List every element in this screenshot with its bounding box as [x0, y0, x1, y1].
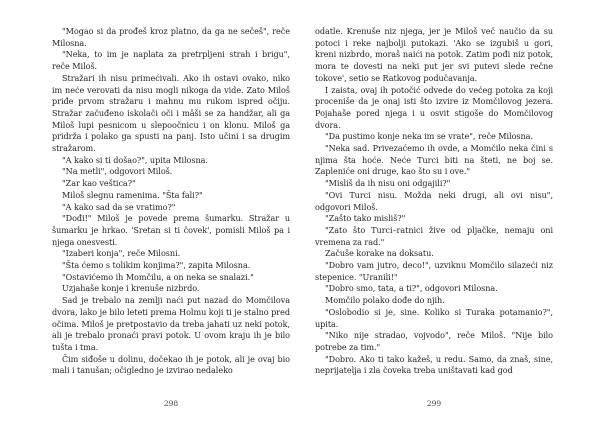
- paragraph: Uzjahaše konje i krenuše nizbrdo.: [62, 283, 200, 294]
- paragraph: "Da pustimo konje neka im se vrate", reče Milosna.: [325, 131, 533, 142]
- paragraph: "Zar kao veštica?": [62, 178, 136, 189]
- paragraph: "A kako sad da se vratimo?": [62, 201, 176, 212]
- paragraph: Momčilo polako dođe do njih.: [325, 295, 445, 306]
- paragraph: "Neka, to im je naplata za pretrpljeni strah i brigu", reče Miloš.: [52, 49, 290, 72]
- paragraph: "Ostavićemo ih Momčilu, a on neka se snalazi.": [62, 271, 254, 282]
- paragraph: "Izaberi konja", reče Milosni.: [62, 248, 181, 259]
- paragraph: "Dobro vam jutro, deco!", uzviknu Momčilo silazeći niz stepenice. "Uranili!": [315, 260, 553, 282]
- paragraph: Začuše korake na doksatu.: [325, 248, 434, 259]
- paragraph: "Šta ćemo s tolikim konjima?", zapita Milosna.: [62, 260, 251, 271]
- paragraph: "Misliš da ih nisu oni odgajili?": [325, 178, 451, 189]
- left-page-number: 298: [163, 399, 179, 408]
- paragraph: Stražari ih nisu primećivali. Ako ih ostavi ovako, niko im neće verovati da nisu mogli nikoga da vide. Zato Miloš priđe prvom stražaru i mahnu mu rukom ispred očiju. Stražar začuđeno iskolači oči i mâši se za handžar, ali ga Miloš lupi pesnicom u slepoočnicu i on klonu. Miloš ga pridrža i polako ga spusti na panj. Isto učini i sa drugim stražarom.: [52, 72, 290, 154]
- paragraph: "Zašto tako misliš?": [325, 213, 406, 224]
- paragraph: "Niko nije stradao, vojvodo", reče Miloš. "Nije bilo potrebe za tim.": [315, 330, 553, 352]
- right-page-number: 299: [426, 399, 442, 408]
- paragraph: "Oslobodio si je, sine. Koliko si Turaka potamanio?", upita.: [315, 306, 553, 329]
- paragraph: Sad je trebalo na zemlji naći put nazad do Momčilova dvora, lako je bilo leteti prema Holmu koji ti je stalno pred očima. Miloš je pretpostavio da treba jahati uz neki potok, ali je trebalo pronaći pravi potok. U ovom kraju ih je bilo tušta i tma.: [52, 295, 290, 352]
- paragraph: I zaista, ovaj ih potočić odvede do većeg potoka za koji proceniše da je onaj isti što izvire iz Momčilovog jezera. Pojahaše pored njega i u osvit stigoše do Momčilovog dvora.: [315, 84, 553, 130]
- paragraph: "Neka sad. Privezaćemo ih ovde, a Momčilo neka čini s njima šta hoće. Neće Turci biti na šteti, ne boj se. Zapleniće oni druge, kao što su i ove.": [315, 143, 553, 177]
- left-page: [52, 26, 290, 377]
- paragraph: "Dobro smo, tata, a ti?", odgovori Milosna.: [325, 283, 498, 294]
- paragraph: Čim siđoše u dolinu, dočekao ih je potok, ali je ovaj bio mali i tanušan; očigledno je izvirao nedaleko: [52, 353, 290, 376]
- paragraph: "Dođi!" Miloš je povede prema šumarku. Stražar u šumarku je hrkao. 'Sretan si ti čovek', pomisli Miloš pa i njega onesvesti.: [52, 213, 290, 247]
- paragraph: "Mogao si da prođeš kroz platno, da ga ne sečeš", reče Milosna.: [52, 26, 290, 48]
- paragraph: odatle. Krenuše niz njega, jer je Miloš več naučio da su potoci i reke najbolji putokazi. 'Ako se izgubiš u gori, kreni nizbrdo, moraš naići na potok. Zatim pođi niz potok, mora te dovesti na neki put jer svi putevi slede rečne tokove', setio se Ratkovog podučavanja.: [315, 26, 553, 83]
- right-page: [315, 26, 553, 377]
- paragraph: "Zato što Turci–ratnici žive od pljačke, nemaju oni vremena za rad.": [315, 224, 553, 247]
- paragraph: "Dobro. Ako ti tako kažeš, u redu. Samo, da znaš, sine, neprijatelja i zla čoveka treba uništavati kad god: [315, 353, 553, 376]
- paragraph: "Na metli", odgovori Miloš.: [62, 166, 173, 177]
- paragraph: "A kako si ti došao?", upita Milosna.: [62, 154, 208, 165]
- paragraph: "Ovi Turci nisu. Možda neki drugi, ali ovi nisu", odgovori Miloš.: [315, 189, 553, 212]
- paragraph: Miloš slegnu ramenima. "Šta fali?": [62, 189, 203, 200]
